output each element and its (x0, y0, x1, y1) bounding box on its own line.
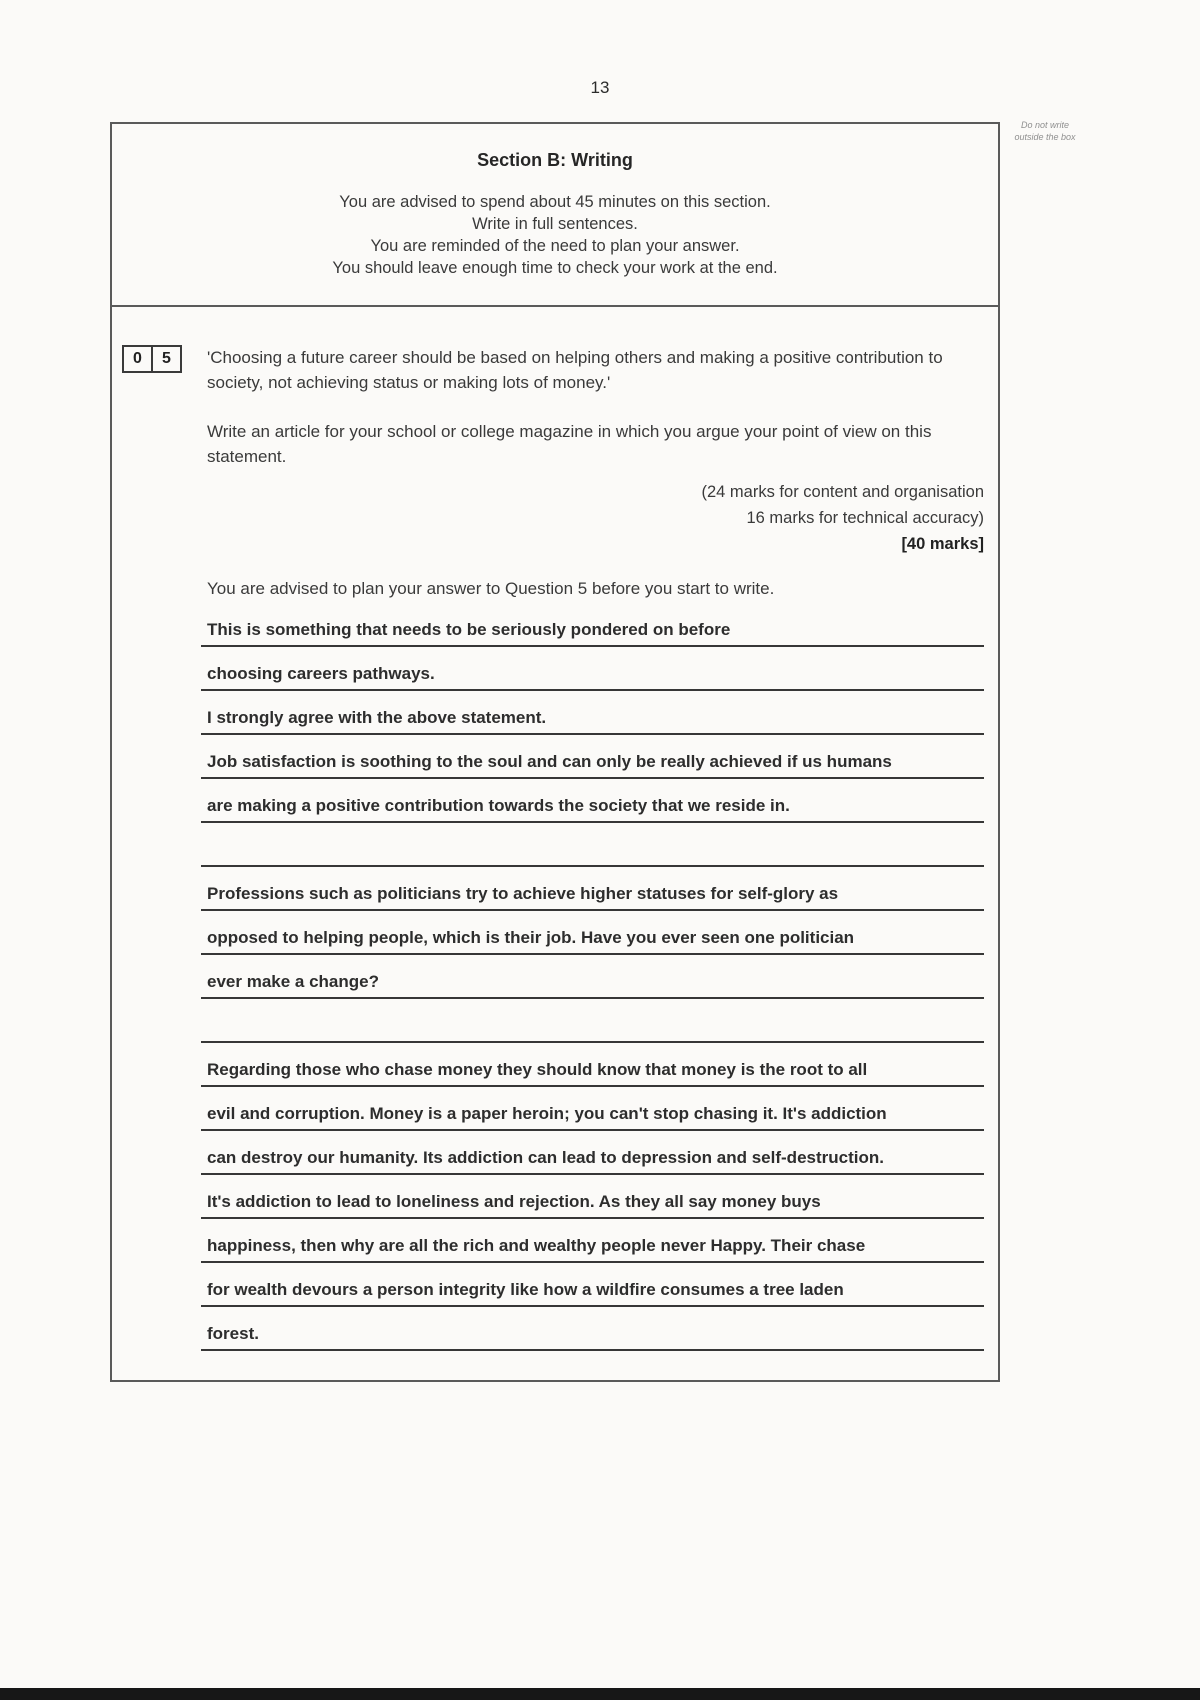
answer-area (201, 603, 984, 1351)
answer-line (201, 999, 984, 1043)
answer-line: for wealth devours a person integrity like how a wildfire consumes a tree laden (201, 1263, 984, 1307)
instruction-line: Write in full sentences. (472, 215, 638, 233)
page-number: 13 (590, 78, 610, 97)
answer-line: happiness, then why are all the rich and wealthy people never Happy. Their chase (201, 1219, 984, 1263)
section-title: Section B: Writing (477, 150, 633, 170)
margin-note: Do not write outside the box (1014, 120, 1076, 142)
question-number-box: 5 (151, 345, 182, 373)
question-task: Write an article for your school or college magazine in which you argue your point of view on this statement. (207, 422, 932, 466)
answer-line (201, 823, 984, 867)
footer-bar (0, 1688, 1200, 1700)
plan-advice: You are advised to plan your answer to Question 5 before you start to write. (207, 579, 775, 598)
question-number-box: 0 (122, 345, 153, 373)
question-statement: 'Choosing a future career should be based on helping others and making a positive contribution to society, not achieving status or making lots of money.' (207, 348, 943, 392)
section-header (112, 124, 998, 307)
answer-line: Job satisfaction is soothing to the soul and can only be really achieved if us humans (201, 735, 984, 779)
answer-line: It's addiction to lead to loneliness and rejection. As they all say money buys (201, 1175, 984, 1219)
answer-line: are making a positive contribution towards the society that we reside in. (201, 779, 984, 823)
answer-line: opposed to helping people, which is their job. Have you ever seen one politician (201, 911, 984, 955)
instruction-line: You should leave enough time to check your work at the end. (332, 259, 778, 277)
question-box (110, 122, 1000, 1382)
answer-line: forest. (201, 1307, 984, 1351)
marks-content-line: (24 marks for content and organisation (701, 483, 984, 501)
question-number (122, 345, 182, 373)
answer-line: Professions such as politicians try to achieve higher statuses for self-glory as (201, 867, 984, 911)
answer-line: choosing careers pathways. (201, 647, 984, 691)
answer-line: can destroy our humanity. Its addiction can lead to depression and self-destruction. (201, 1131, 984, 1175)
instruction-line: You are reminded of the need to plan your answer. (370, 237, 740, 255)
marks-accuracy-line: 16 marks for technical accuracy) (746, 509, 984, 527)
instruction-line: You are advised to spend about 45 minutes on this section. (339, 193, 771, 211)
marks-total: [40 marks] (901, 535, 984, 553)
answer-line: I strongly agree with the above statement. (201, 691, 984, 735)
answer-line: This is something that needs to be seriously pondered on before (201, 603, 984, 647)
answer-line: ever make a change? (201, 955, 984, 999)
answer-line: Regarding those who chase money they should know that money is the root to all (201, 1043, 984, 1087)
question-area (112, 307, 998, 1351)
answer-line: evil and corruption. Money is a paper heroin; you can't stop chasing it. It's addiction (201, 1087, 984, 1131)
marks-info (207, 479, 984, 557)
